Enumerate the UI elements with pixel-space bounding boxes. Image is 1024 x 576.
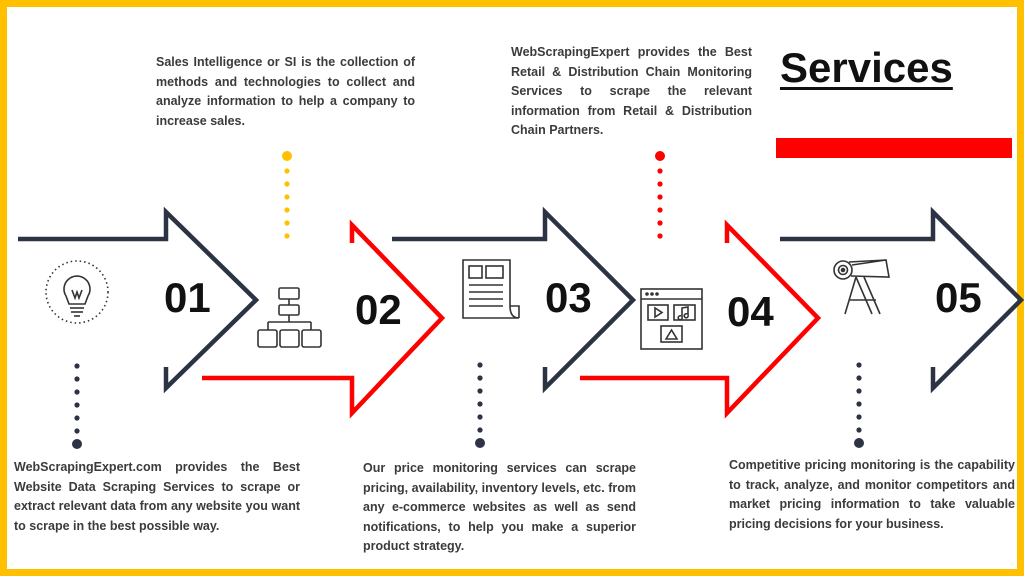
connector-01 [72, 363, 82, 449]
arrow-03 [392, 212, 633, 388]
telescope-icon [834, 260, 889, 314]
arrow-05 [780, 212, 1021, 388]
step-number-03: 03 [545, 274, 592, 321]
page-title: Services [780, 44, 953, 91]
connector-05 [854, 362, 864, 448]
step-05-description: Competitive pricing monitoring is the capability to track, analyze, and monitor competitors and market pricing information to take valuable pricing decisions for your business. [729, 458, 1015, 531]
document-list-icon [463, 260, 519, 318]
org-chart-icon [258, 288, 321, 347]
media-window-icon [641, 289, 702, 349]
arrow-01 [18, 212, 256, 388]
step-number-05: 05 [935, 274, 982, 321]
step-number-02: 02 [355, 286, 402, 333]
title-accent-bar [776, 138, 1012, 158]
connector-03 [475, 362, 485, 448]
step-03-description: Our price monitoring services can scrape pricing, availability, inventory levels, etc. from any e-commerce websites as well as send notifications, to help you make a superior product strategy. [363, 461, 636, 553]
step-number-04: 04 [727, 288, 774, 335]
step-04-description: WebScrapingExpert provides the Best Retail & Distribution Chain Monitoring Services to scrape the relevant information from Retail & Distribution Chain Partners. [511, 45, 752, 137]
connector-04 [655, 151, 665, 239]
step-02-description: Sales Intelligence or SI is the collection of methods and technologies to collect and analyze information to help a company to increase sales. [156, 55, 415, 128]
connector-02 [282, 151, 292, 239]
step-01-description: WebScrapingExpert.com provides the Best Website Data Scraping Services to scrape or extract relevant data from any website you want to scrape in the best possible way. [14, 460, 300, 533]
step-number-01: 01 [164, 274, 211, 321]
lightbulb-icon [46, 261, 108, 323]
